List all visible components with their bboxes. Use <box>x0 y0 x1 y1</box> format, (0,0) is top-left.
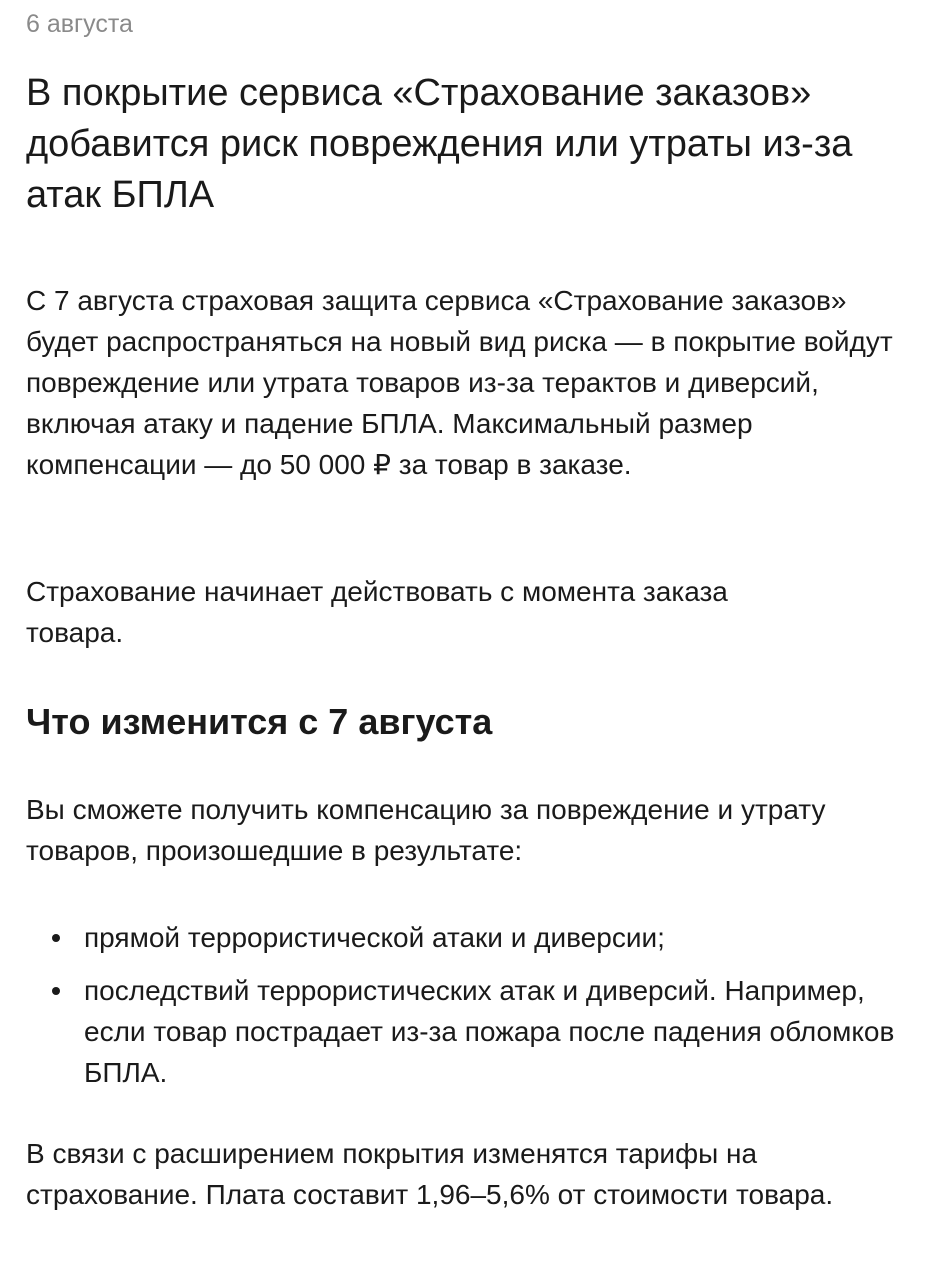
article-title: В покрытие сервиса «Страхование заказов» добавится риск повреждения или утраты из-за атак БПЛА <box>26 72 853 216</box>
paragraph-intro: С 7 августа страховая защита сервиса «Страхование заказов» будет распространяться на новый вид риска — в покрытие войдут повреждение или утрата товаров из-за терактов и диверсий, включая атаку и падение БПЛА. Максимальный размер компенсации — до 50 000 ₽ за товар в заказе. <box>26 285 893 480</box>
paragraph-tariffs: В связи с расширением покрытия изменятся тарифы на страхование. Плата составит 1,96–5,6% от стоимости товара. <box>26 1138 834 1210</box>
list-item-text: последствий террористических атак и диверсий. Например, если товар пострадает из-за пожара после падения обломков БПЛА. <box>84 975 895 1088</box>
article-date: 6 августа <box>26 10 133 38</box>
bullet-icon <box>52 987 60 995</box>
paragraph-compensation: Вы сможете получить компенсацию за повреждение и утрату товаров, произошедшие в результате: <box>26 794 826 866</box>
section-heading: Что изменится с 7 августа <box>26 701 493 742</box>
list-item <box>26 970 906 1093</box>
risk-list <box>26 917 906 1105</box>
list-item <box>26 917 906 958</box>
bullet-icon <box>52 934 60 942</box>
list-item-text: прямой террористической атаки и диверсии; <box>84 922 665 953</box>
paragraph-start: Страхование начинает действовать с момента заказа товара. <box>26 576 728 648</box>
